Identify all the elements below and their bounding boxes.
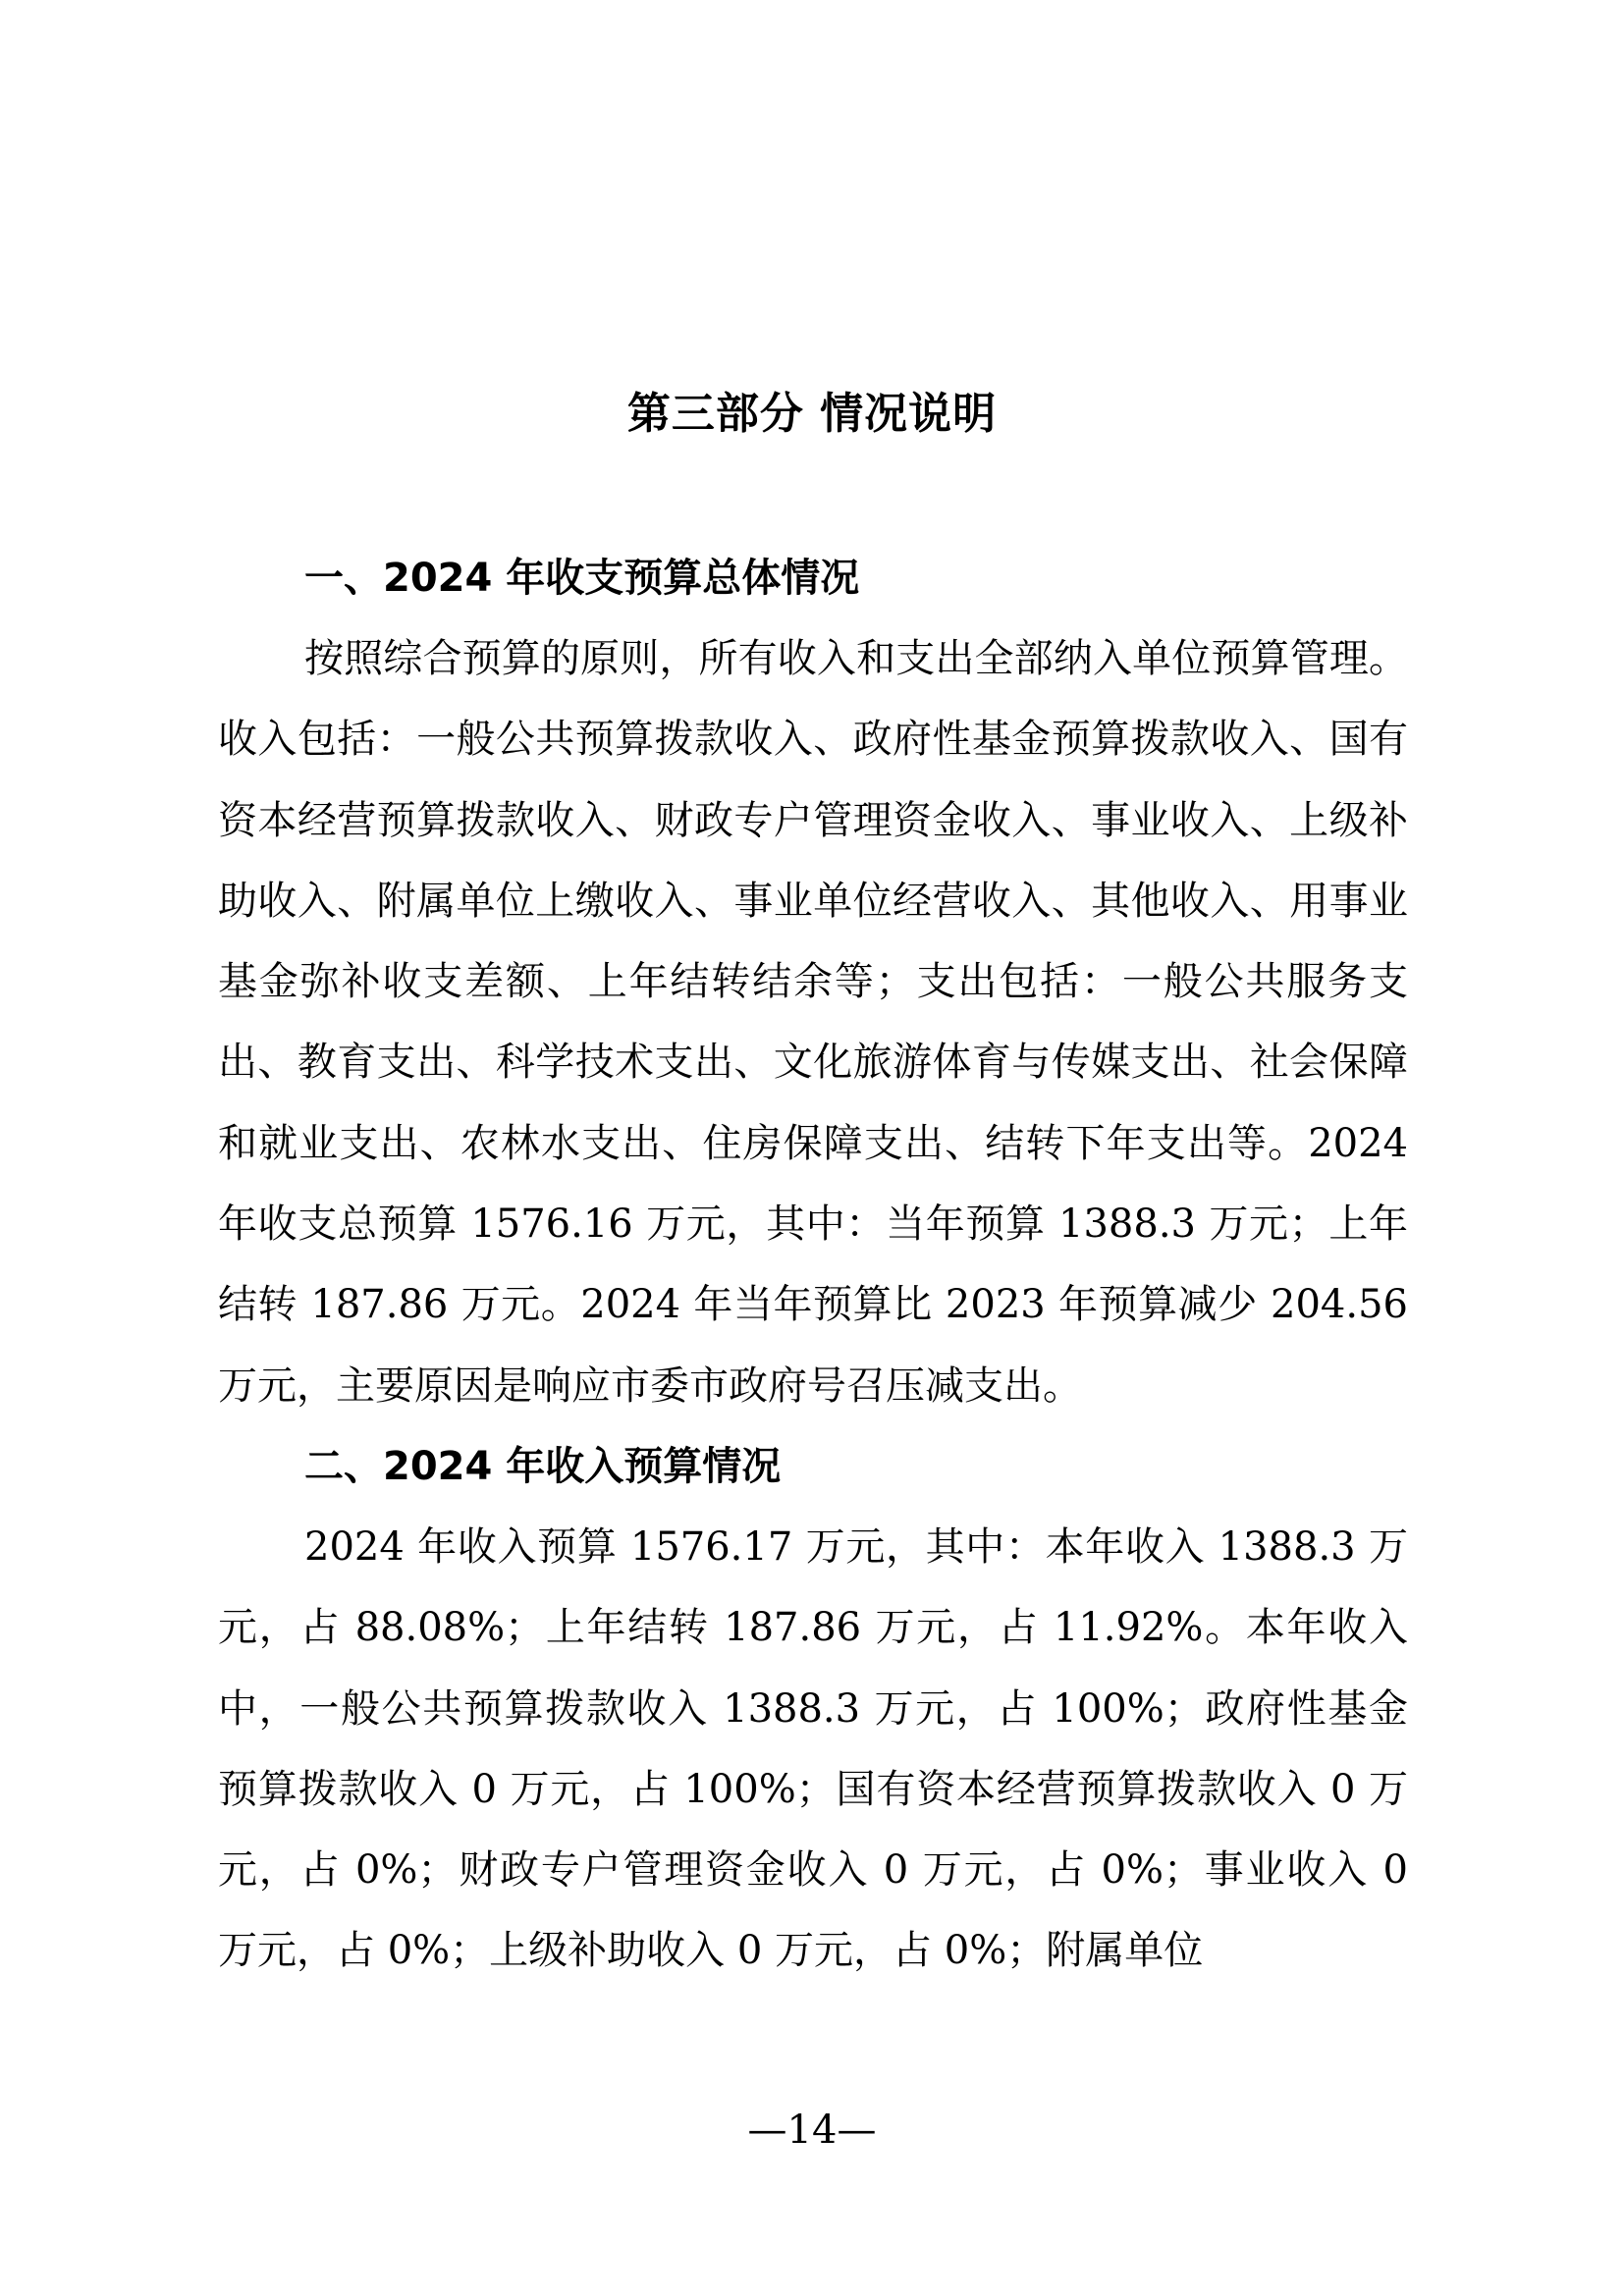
- section-paragraph-income-budget: 2024 年收入预算 1576.17 万元，其中：本年收入 1388.3 万元，占 88.08%；上年结转 187.86 万元，占 11.92%。本年收入中，一般公共预算拨款收入 1388.3 万元，占 100%；政府性基金预算拨款收入 0 万元，占 100%；国有资本经营预算拨款收入 0 万元，占 0%；财政专户管理资金收入 0 万元，占 0%；事业收入 0 万元，占 0%；上级补助收入 0 万元，占 0%；附属单位: [218, 1523, 1408, 1974]
- page-number: —14—: [747, 2108, 877, 2153]
- document-body: [218, 538, 1408, 1992]
- section-paragraph-overall-budget: 按照综合预算的原则，所有收入和支出全部纳入单位预算管理。收入包括：一般公共预算拨款收入、政府性基金预算拨款收入、国有资本经营预算拨款收入、财政专户管理资金收入、事业收入、上级补助收入、附属单位上缴收入、事业单位经营收入、其他收入、用事业基金弥补收支差额、上年结转结余等；支出包括：一般公共服务支出、教育支出、科学技术支出、文化旅游体育与传媒支出、社会保障和就业支出、农林水支出、住房保障支出、结转下年支出等。2024 年收支总预算 1576.16 万元，其中：当年预算 1388.3 万元；上年结转 187.86 万元。2024 年当年预算比 2023 年预算减少 204.56 万元，主要原因是响应市委市政府号召压减支出。: [218, 636, 1408, 1409]
- page-title: 第三部分 情况说明: [626, 389, 998, 439]
- section-heading-overall-budget: 一、2024 年收支预算总体情况: [304, 556, 860, 601]
- section-heading-income-budget: 二、2024 年收入预算情况: [304, 1443, 782, 1489]
